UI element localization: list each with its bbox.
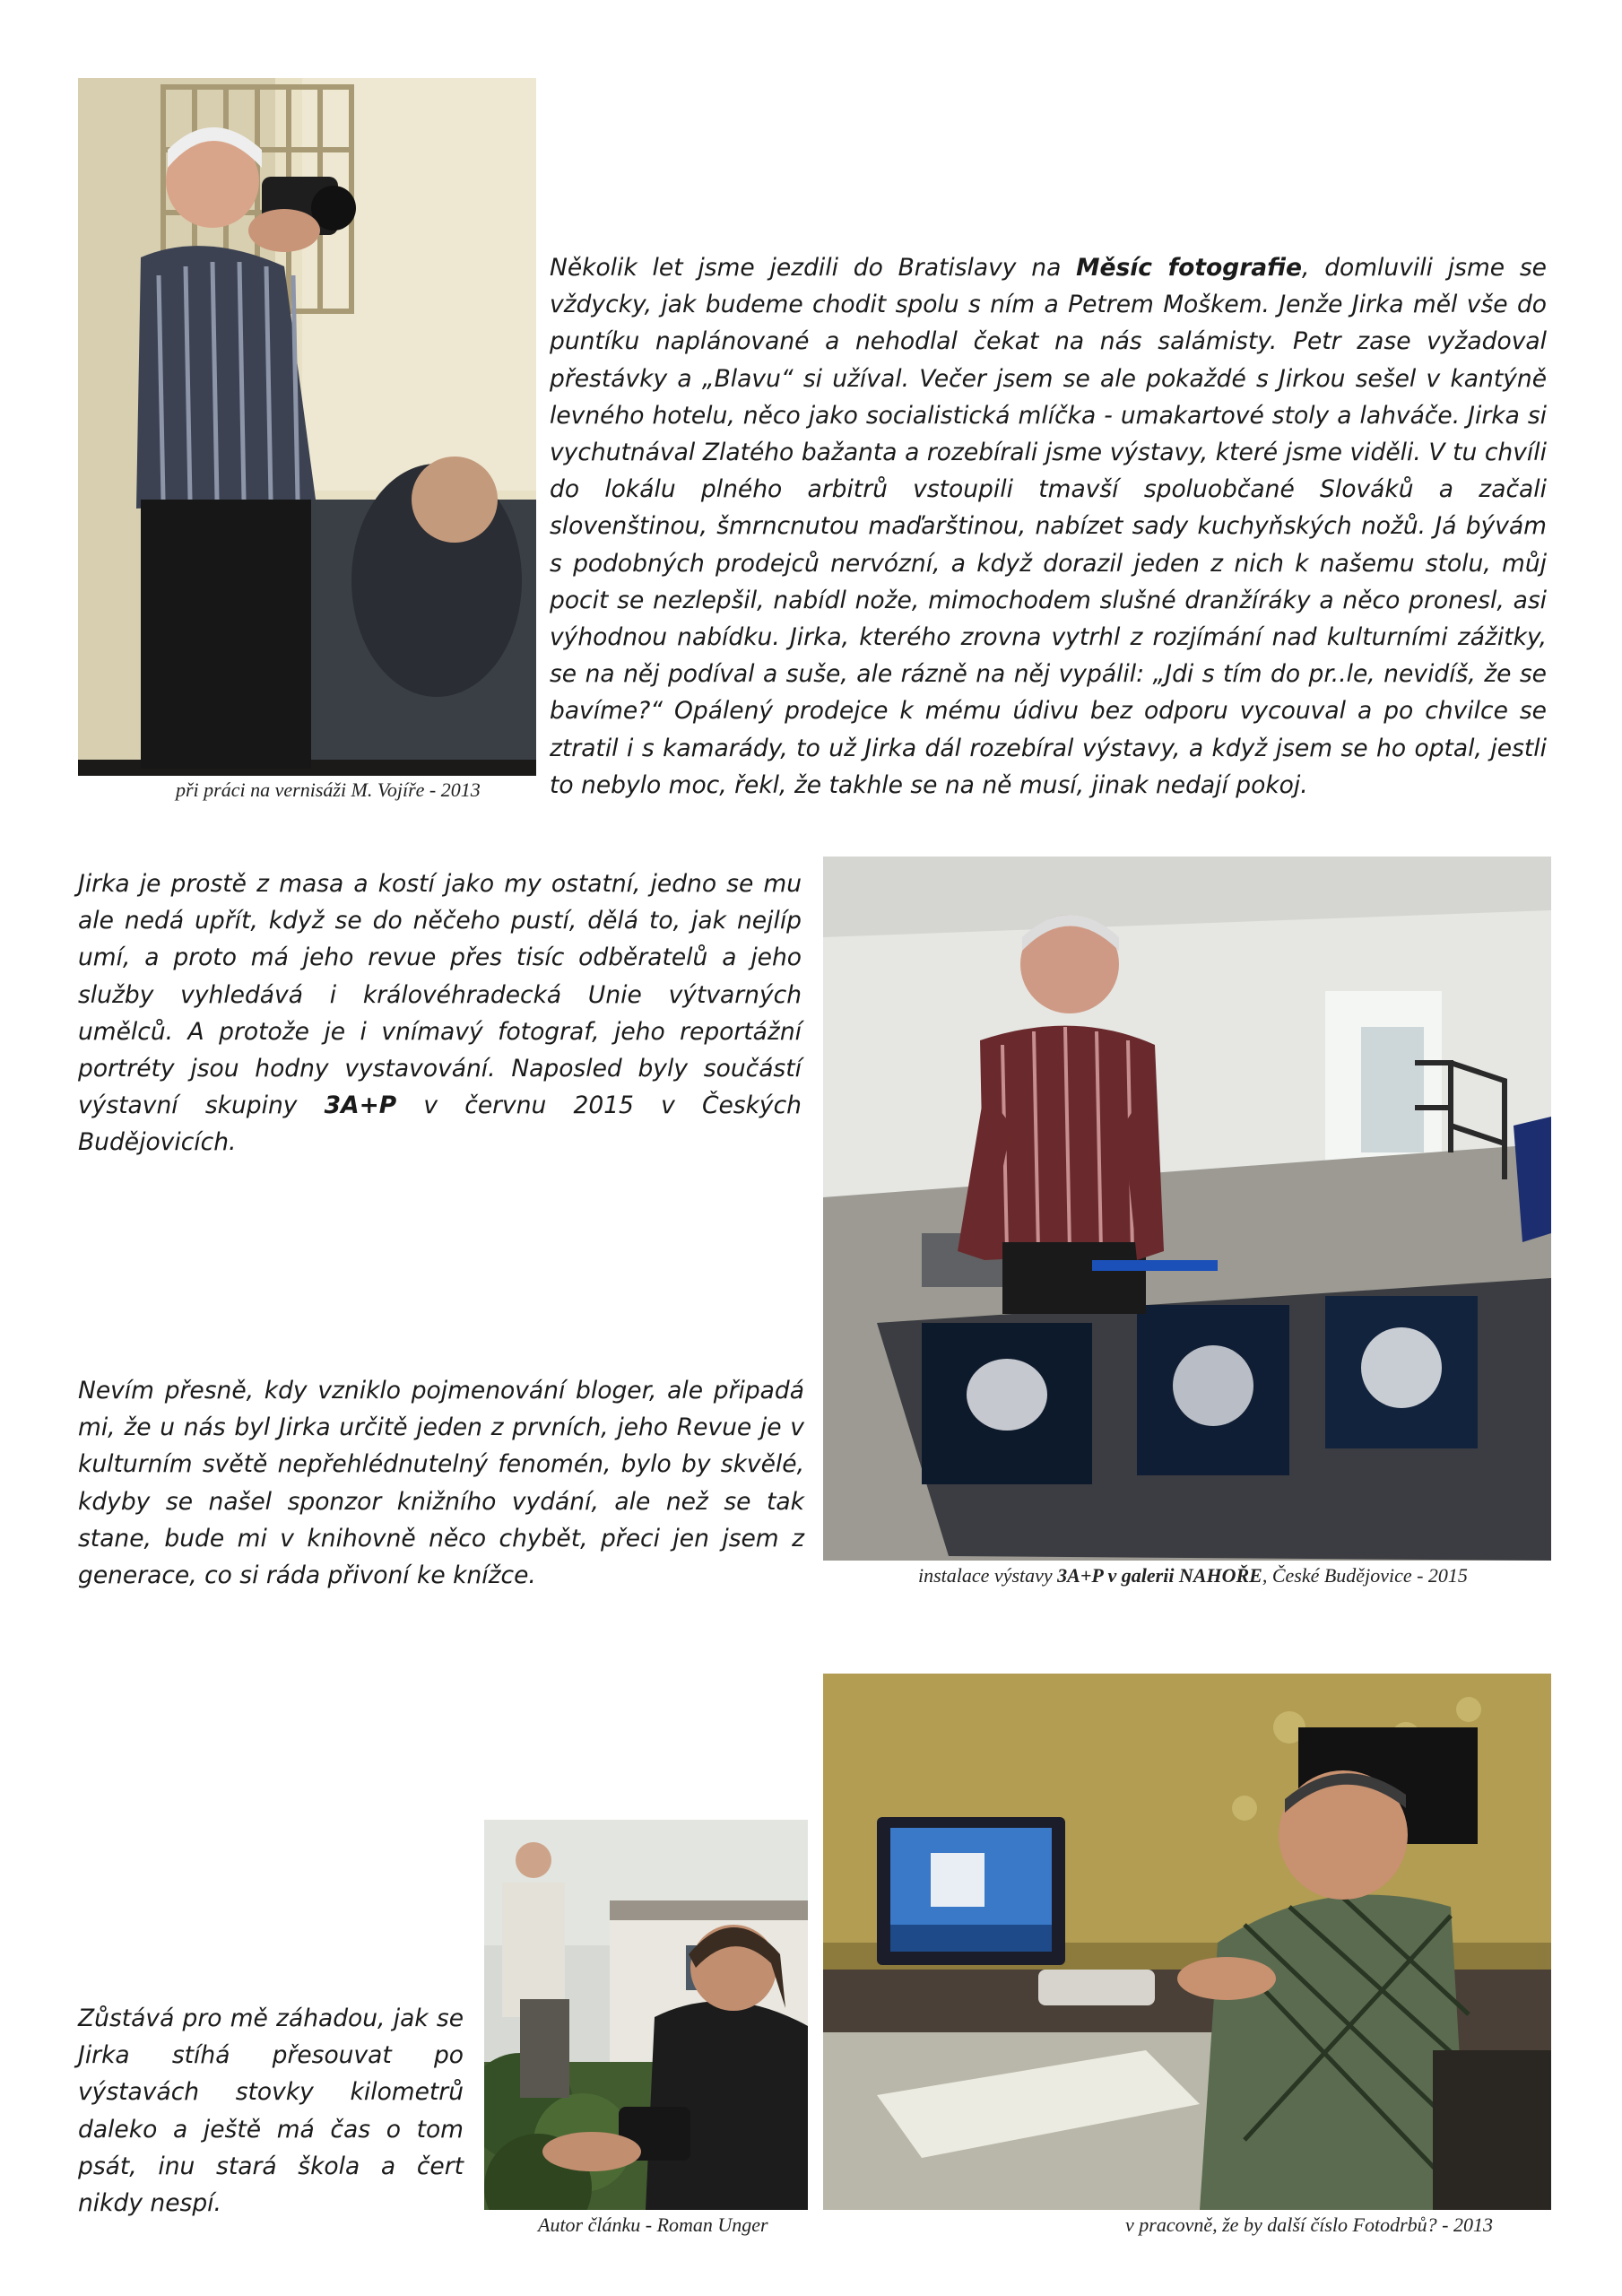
photo-caption: Autor článku - Roman Unger [538,2213,768,2236]
paragraph-text: Několik let jsme jezdili do Bratislavy na [550,254,1077,282]
paragraph-old-school [78,2000,464,2222]
photo-caption: při práci na vernisáži M. Vojíře - 2013 [176,778,481,801]
paragraph-jirka-portraits [78,865,802,1161]
caption-text: , České Budějovice - 2015 [1262,1564,1468,1587]
emphasis-text: 3A+P [324,1091,397,1120]
paragraph-text: v červnu 2015 v Českých Budějovicích. [78,1091,802,1157]
photo-photographer-vernissage [78,78,536,776]
paragraph-text: Zůstává pro mě záhadou, jak se Jirka stíhá přesouvat po výstavách stovky kilometrů daleko a ještě má čas o tom psát, inu stará škola a čert nikdy nespí. [78,2005,464,2218]
paragraph-bratislava [550,249,1547,804]
paragraph-text: Jirka je prostě z masa a kostí jako my ostatní, jedno se mu ale nedá upřít, když se do něčeho pustí, dělá to, jak nejlíp umí, a proto má jeho revue přes tisíc odběratelů a jeho služby vyhledává i královéhradecká Unie výtvarných umělců. A protože je i vnímavý fotograf, jeho reportážní portréty jsou hodny vystavování. Naposled byly součástí výstavní skupiny [78,870,802,1120]
photo-study-computer [823,1674,1551,2210]
photo-caption [918,1564,1468,1587]
caption-emphasis: 3A+P v galerii NAHOŘE [1057,1564,1262,1587]
photo-exhibition-installation [823,857,1551,1561]
emphasis-text: Měsíc fotografie [1076,254,1302,282]
caption-text: instalace výstavy [918,1564,1058,1587]
photo-caption: v pracovně, že by další číslo Fotodrbů? - 2013 [1125,2213,1493,2236]
paragraph-text: Nevím přesně, kdy vzniklo pojmenování bloger, ale připadá mi, že u nás byl Jirka určitě jeden z prvních, jeho Revue je v kulturním světě nepřehlédnutelný fenomén, bylo by skvělé, kdyby se našel sponzor knižního vydání, ale než se tak stane, bude mi v knihovně něco chybět, přeci jen jsem z generace, co si ráda přivoní ke knížce. [78,1377,804,1590]
paragraph-blogger [78,1372,804,1594]
paragraph-text: , domluvili jsme se vždycky, jak budeme chodit spolu s ním a Petrem Moškem. Jenže Jirka měl vše do puntíku naplánované a nehodlal čekat na nás salámisty. Petr zase vyžadoval přestávky a „Blavu“ si užíval. Večer jsem se ale pokaždé s Jirkou sešel v kantýně levného hotelu, něco jako socialistická mlíčka - umakartové stoly a lahváče. Jirka si vychutnával Zlatého bažanta a rozebírali jsme výstavy, které jsme viděli. V tu chvíli do lokálu plného arbitrů vstoupili tmavší spoluobčané Slováků a začali slovenštinou, šmrncnutou maďarštinou, nabízet sady kuchyňských nožů. Já bývám s podobných prodejců nervózní, a když dorazil jeden z nich k našemu stolu, můj pocit se nezlepšil, nabídl nože, mimochodem slušné dranžíráky a něco pronesl, asi výhodnou nabídku. Jirka, kterého zrovna vytrhl z rozjímání nad kulturními zážitky, se na něj podíval a suše, ale rázně na něj vypálil: „Jdi s tím do pr..le, nevidíš, že se bavíme?“ Opálený prodejce k mému údivu bez odporu vycouval a po chvilce se ztratil i s kamarády, to už Jirka dál rozebíral výstavy, a když jsem se ho optal, jestli to nebylo moc, řekl, že takhle se na ně musí, jinak nedají pokoj. [550,254,1547,799]
photo-author [484,1820,808,2210]
